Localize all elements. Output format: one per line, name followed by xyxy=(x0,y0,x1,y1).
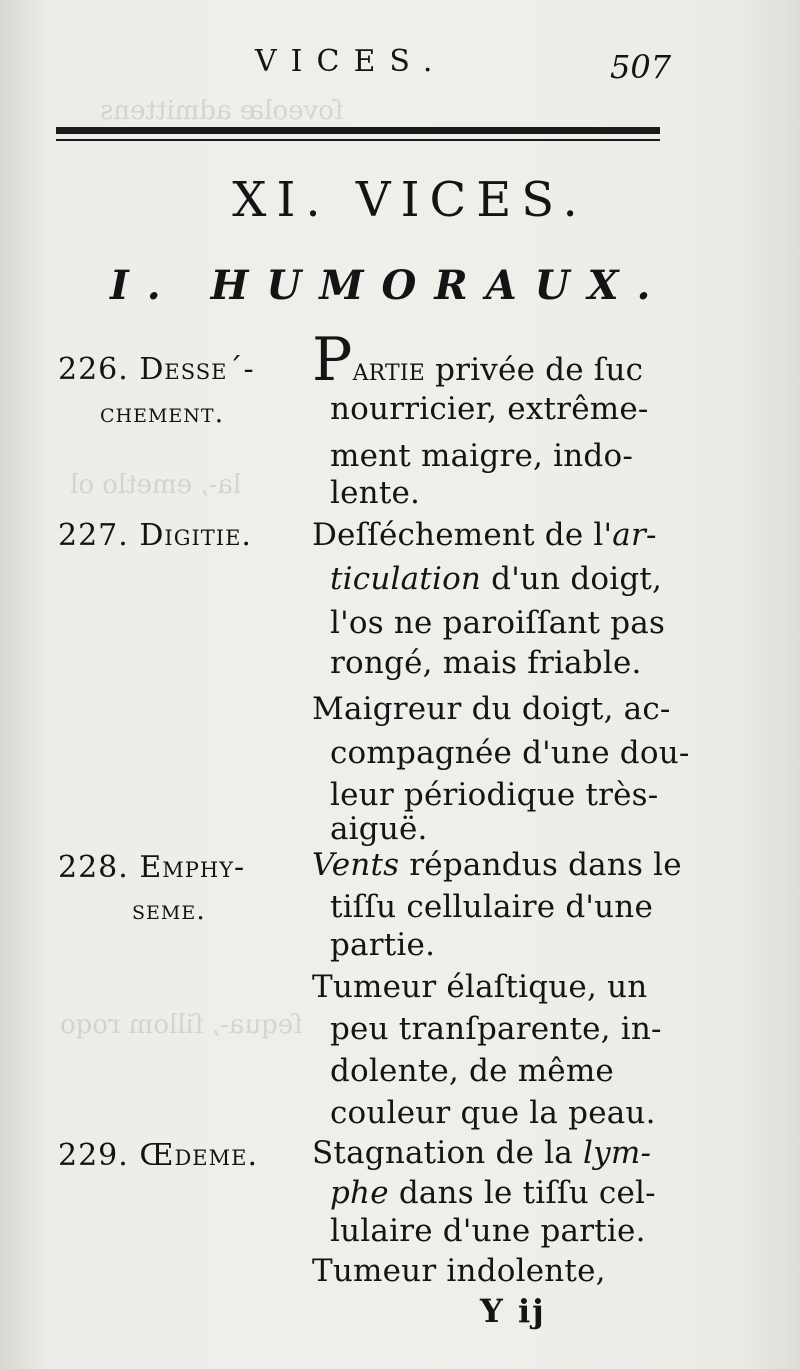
definition-line: compagnée d'une dou- xyxy=(330,735,690,771)
entry-term: Œdeme. xyxy=(139,1138,258,1173)
entry-number: 229. xyxy=(58,1138,129,1173)
show-through-text: ſequa-, ſillom roqo xyxy=(60,1010,303,1040)
definition-line: partie. xyxy=(330,927,436,963)
entry-number: 227. xyxy=(58,518,129,553)
definition-line: dolente, de même xyxy=(330,1053,614,1089)
header-rule-thick xyxy=(56,127,660,134)
entry-number: 228. xyxy=(58,850,129,885)
entry-228-heading xyxy=(58,850,245,885)
definition-line: aiguë. xyxy=(330,811,428,847)
definition-line: rongé, mais friable. xyxy=(330,645,642,681)
show-through-text: la-, emetlo ol xyxy=(70,470,242,500)
definition-line: Tumeur élaſtique, un xyxy=(312,969,648,1005)
definition-line: ment maigre, indo- xyxy=(330,438,633,474)
page-number: 507 xyxy=(610,48,672,86)
entry-227-heading xyxy=(58,518,252,553)
definition-line: nourricier, extrême- xyxy=(330,391,649,427)
entry-term-continuation: seme. xyxy=(132,895,206,926)
entry-number: 226. xyxy=(58,352,129,387)
entry-term: Desse´- xyxy=(139,352,255,387)
definition-line: phe dans le tiſſu cel- xyxy=(330,1175,656,1211)
definition-line: Stagnation de la lym- xyxy=(312,1135,652,1171)
entry-226-definition-line: Partie privée de ſuc xyxy=(312,325,644,395)
chapter-title: XI. VICES. xyxy=(232,172,588,228)
show-through-text: ſoveolæ admittens xyxy=(100,96,344,126)
drop-capital: P xyxy=(312,325,353,395)
header-rule-thin xyxy=(56,139,660,141)
definition-line: lente. xyxy=(330,475,421,511)
entry-term-continuation: chement. xyxy=(100,398,225,429)
entry-term: Digitie. xyxy=(139,518,252,553)
definition-line: lulaire d'une partie. xyxy=(330,1213,646,1249)
definition-line: peu tranſparente, in- xyxy=(330,1011,662,1047)
definition-line: Tumeur indolente, xyxy=(312,1253,606,1289)
signature-mark: Y ij xyxy=(480,1292,546,1330)
definition-line: Vents répandus dans le xyxy=(312,847,682,883)
entry-term: Emphy- xyxy=(139,850,246,885)
definition-line: Deſſéchement de l'ar- xyxy=(312,517,657,553)
definition-line: tiſſu cellulaire d'une xyxy=(330,889,654,925)
entry-226-heading xyxy=(58,352,255,387)
definition-line: l'os ne paroiſſant pas xyxy=(330,605,666,641)
definition-line: ticulation d'un doigt, xyxy=(330,561,663,597)
running-head-title: VICES. xyxy=(255,44,447,79)
section-title: I. HUMORAUX. xyxy=(110,262,669,309)
definition-line: Maigreur du doigt, ac- xyxy=(312,691,671,727)
definition-line: leur périodique très- xyxy=(330,777,659,813)
running-head xyxy=(0,44,800,94)
entry-229-heading xyxy=(58,1138,258,1173)
definition-line: couleur que la peau. xyxy=(330,1095,656,1131)
